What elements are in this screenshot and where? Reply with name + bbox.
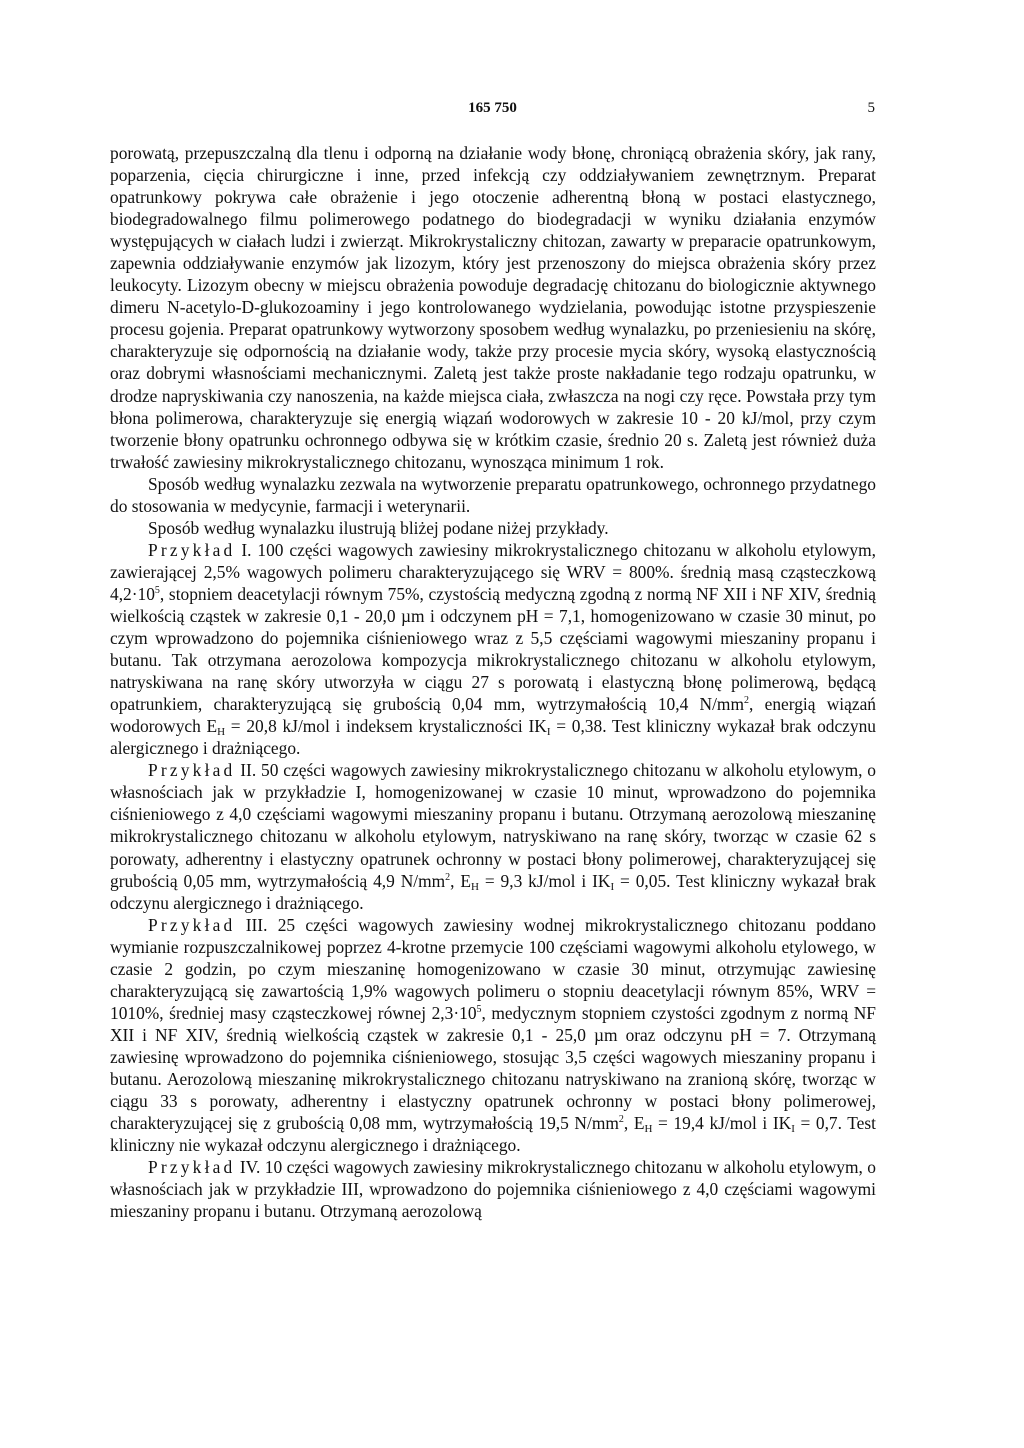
paragraph-text: = 20,8 kJ/mol i indeksem krystaliczności IK: [225, 716, 547, 737]
paragraph-text: II. 50 części wagowych zawiesiny mikrokrystalicznego chitozanu w alkoholu etylowym, o własnościach jak w przykładzie I, homogenizowanej w czasie 10 minut, wprowadzono do pojemnika ciśnieniowego z 4,0 częściami wagowymi mieszaniny propanu i butanu. Otrzymaną aerozolową mieszaninę mikrokrystalicznego chitozanu w alkoholu etylowym, natryskiwano na ranę skóry, tworząc w czasie 62 s porowaty, adherentny i elastyczny opatrunek ochronny w postaci błony polimerowej, charakteryzującej się grubością 0,05 mm, wytrzymałością 4,9 N/mm: [110, 760, 876, 891]
paragraph-text: = 9,3 kJ/mol i IK: [478, 870, 611, 891]
subscript: I: [610, 880, 615, 893]
document-body: [110, 142, 876, 1222]
exponent: 5: [476, 1003, 482, 1015]
paragraph-text: = 0,05. Test kliniczny wykazał brak odczynu alergicznego i drażniącego.: [110, 870, 876, 913]
paragraph-text: , stopniem deacetylacji równym 75%, czystością medyczną zgodną z normą NF XII i NF XIV, średnią wielkością cząstek w zakresie 0,1 - 20,0 µm i odczynem pH = 7,1, homogenizowano w czasie 30 minut, po czym wprowadzono do pojemnika ciśnieniowego wraz z 5,5 częściami wagowymi mieszaniny propanu i butanu. Tak otrzymana aerozolowa kompozycja mikrokrystalicznego chitozanu w alkoholu etylowym, natryskiwana na ranę skóry utworzyła w ciągu 27 s porowatą i elastyczną błonę polimerową, będącą opatrunkiem, charakteryzującą się grubością 0,04 mm, wytrzymałością 10,4 N/mm: [110, 583, 876, 715]
paragraph-text: = 0,38. Test kliniczny wykazał brak odczynu alergicznego i drażniącego.: [110, 716, 876, 759]
paragraph-text: porowatą, przepuszczalną dla tlenu i odporną na działanie wody błonę, chroniącą obrażenia skóry, jak rany, poparzenia, cięcia chirurgiczne i inne, przed infekcją czy oddziaływaniem zewnętrznym. Preparat opatrunkowy pokrywa całe obrażenie i jego otoczenie adherentną błoną w postaci elastycznego, biodegradowalnego filmu polimerowego podatnego do biodegradacji w wyniku działania enzymów występujących w ciałach ludzi i zwierząt. Mikrokrystaliczny chitozan, zawarty w preparacie opatrunkowym, zapewnia oddziaływanie enzymów jak lizozym, który jest przenoszony do miejsca obrażenia skóry przez leukocyty. Lizozym obecny w miejscu obrażenia powoduje degradację chitozanu do biologicznie aktywnego dimeru N-acetylo-D-glukozoaminy i jego kontrolowanego wydzielania, powodując istotne przyspieszenie procesu gojenia. Preparat opatrunkowy wytworzony sposobem według wynalazku, po przeniesieniu na skórę, charakteryzuje się odpornością na działanie wody, także przy procesie mycia skóry, wysoką elastycznością oraz dobrymi własnościami mechanicznymi. Zaletą jest także proste nakładanie tego rodzaju opatrunku, w drodze napryskiwania czy nanoszenia, na każde miejsca ciała, zwłaszcza na nogi czy ręce. Powstała przy tym błona polimerowa, charakteryzuje się energią wiązań wodorowych w zakresie 10 - 20 kJ/mol, przy czym tworzenie błony opatrunku ochronnego odbywa się w krótkim czasie, średnio 20 s. Zaletą jest również duża trwałość zawiesiny mikrokrystalicznego chitozanu, wynosząca minimum 1 rok.: [110, 143, 876, 472]
subscript: H: [217, 726, 226, 739]
document-number: 165 750: [468, 100, 517, 116]
subscript: H: [471, 880, 479, 893]
paragraph-text: Sposób według wynalazku zezwala na wytworzenie preparatu opatrunkowego, ochronnego przydatnego do stosowania w medycynie, farmacji i weterynarii.: [110, 473, 876, 516]
paragraph-text: , medycznym stopniem czystości zgodnym z normą NF XII i NF XIV, średnią wielkością cząstek w zakresie 0,1 - 25,0 µm oraz odczynu pH = 7. Otrzymaną zawiesinę wprowadzono do pojemnika ciśnieniowego, stosując 3,5 części wagowych mieszaniny propanu i butanu. Aerozolową mieszaninę mikrokrystalicznego chitozanu natryskiwano na zranioną skórę, tworząc w ciągu 33 s porowaty, adherentny i elastyczny opatrunek ochronny w postaci błony polimerowej, charakteryzującej się z grubością 0,08 mm, wytrzymałością 19,5 N/mm: [110, 1002, 876, 1134]
exponent: 2: [618, 1114, 624, 1126]
paragraph-text: , energią wiązań wodorowych E: [110, 694, 876, 737]
example-label: Przykład: [148, 914, 236, 935]
paragraph-text: IV. 10 części wagowych zawiesiny mikrokrystalicznego chitozanu w alkoholu etylowym, o własnościach jak w przykładzie III, wprowadzono do pojemnika ciśnieniowego z 4,0 częściami wagowymi mieszaniny propanu i butanu. Otrzymaną aerozolową: [110, 1157, 876, 1222]
example-label: Przykład: [148, 539, 236, 560]
example-label: Przykład: [148, 760, 236, 781]
paragraph-text: Sposób według wynalazku ilustrują bliżej podane niżej przykłady.: [148, 517, 609, 538]
examples-intro-paragraph: [110, 517, 876, 539]
example-1-paragraph: [110, 539, 876, 759]
paragraph-text: I. 100 części wagowych zawiesiny mikrokrystalicznego chitozanu w alkoholu etylowym, zawierającej 2,5% wagowych polimeru charakteryzującego się WRV = 800%. średnią masą cząsteczkową 4,2·10: [110, 539, 876, 604]
page-number: 5: [867, 100, 875, 116]
example-label: Przykład: [148, 1157, 236, 1178]
paragraph-text: = 19,4 kJ/mol i IK: [652, 1113, 792, 1134]
subscript: I: [791, 1123, 795, 1136]
method-paragraph: [110, 473, 876, 517]
paragraph-text: , E: [623, 1113, 645, 1134]
example-4-paragraph: [110, 1156, 876, 1222]
example-2-paragraph: [110, 759, 876, 913]
paragraph-text: III. 25 części wagowych zawiesiny wodnej mikrokrystalicznego chitozanu poddano wymianie rozpuszczalnikowej poprzez 4-krotne przemycie 100 częściami wagowymi alkoholu etylowego, w czasie 2 godzin, po czym mieszaninę homogenizowano w czasie 30 minut, otrzymując zawiesinę charakteryzującą się zawartością 1,9% wagowych polimeru o stopniu deacetylacji równym 85%, WRV = 1010%, średniej masy cząsteczkowej równej 2,3·10: [110, 914, 876, 1023]
subscript: I: [546, 726, 551, 739]
exponent: 2: [743, 695, 749, 707]
subscript: H: [644, 1123, 653, 1136]
exponent: 2: [445, 871, 451, 883]
example-3-paragraph: [110, 914, 876, 1157]
page-header: [110, 100, 875, 124]
exponent: 5: [154, 584, 160, 596]
paragraph-text: = 0,7. Test kliniczny nie wykazał odczynu alergicznego i drażniącego.: [110, 1113, 876, 1156]
paragraph-text: , E: [450, 870, 472, 891]
intro-paragraph: [110, 142, 876, 473]
